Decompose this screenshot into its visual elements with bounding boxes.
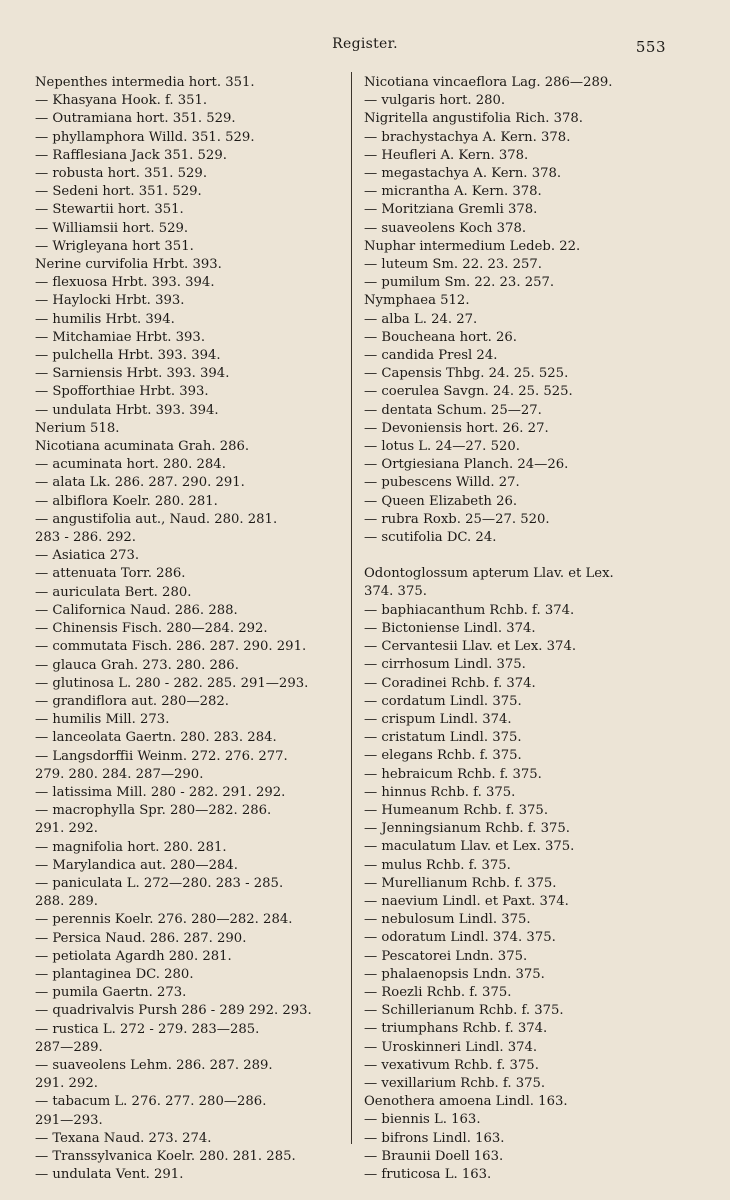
index-entry: — tabacum L. 276. 277. 280—286. [35, 1094, 267, 1110]
index-entry: — vulgaris hort. 280. [364, 93, 506, 109]
index-entry: — alata Lk. 286. 287. 290. 291. [35, 475, 245, 491]
index-entry: — Devoniensis hort. 26. 27. [364, 420, 549, 436]
running-title: Register. [332, 36, 398, 52]
index-entry: — candida Presl 24. [364, 348, 498, 364]
index-entry: — lanceolata Gaertn. 280. 283. 284. [35, 730, 277, 746]
index-entry: — Capensis Thbg. 24. 25. 525. [364, 366, 569, 382]
index-entry: — vexativum Rchb. f. 375. [364, 1057, 539, 1073]
index-entry: — Mitchamiae Hrbt. 393. [35, 329, 206, 345]
index-entry: — robusta hort. 351. 529. [35, 166, 208, 182]
index-entry: — vexillarium Rchb. f. 375. [364, 1075, 546, 1091]
index-entry: — Stewartii hort. 351. [35, 202, 184, 218]
index-entry: Nerium 518. [35, 420, 120, 436]
column-divider [351, 72, 352, 1144]
index-entry: Odontoglossum apterum Llav. et Lex. [364, 566, 614, 582]
index-entry: — brachystachya A. Kern. 378. [364, 129, 571, 145]
index-entry: — Schillerianum Rchb. f. 375. [364, 1003, 564, 1019]
index-entry: — Pescatorei Lndn. 375. [364, 948, 528, 964]
index-entry: Nerine curvifolia Hrbt. 393. [35, 257, 222, 273]
index-entry: — Moritziana Gremli 378. [364, 202, 538, 218]
index-entry: — pumilum Sm. 22. 23. 257. [364, 275, 555, 291]
index-entry: Nicotiana acuminata Grah. 286. [35, 439, 250, 455]
index-entry: 374. 375. [364, 584, 427, 600]
index-entry: — Williamsii hort. 529. [35, 220, 189, 236]
index-entry: Oenothera amoena Lindl. 163. [364, 1094, 568, 1110]
index-entry: — humilis Hrbt. 394. [35, 311, 175, 327]
index-entry: Nepenthes intermedia hort. 351. [35, 75, 255, 90]
index-entry: — commutata Fisch. 286. 287. 290. 291. [35, 639, 307, 655]
index-entry: — suaveolens Koch 378. [364, 220, 527, 236]
index-entry: — Coradinei Rchb. f. 374. [364, 675, 536, 691]
index-entry: — Roezli Rchb. f. 375. [364, 984, 512, 1000]
index-entry: — Braunii Doell 163. [364, 1148, 504, 1164]
index-entry: Nymphaea 512. [364, 293, 470, 309]
index-entry: — nebulosum Lindl. 375. [364, 912, 531, 928]
index-entry: — quadrivalvis Pursh 286 - 289 292. 293. [35, 1003, 312, 1019]
index-entry: — Californica Naud. 286. 288. [35, 602, 238, 618]
index-entry: — Heufleri A. Kern. 378. [364, 147, 529, 163]
index-entry: — Queen Elizabeth 26. [364, 493, 518, 509]
index-entry: — hinnus Rchb. f. 375. [364, 784, 516, 800]
index-entry: 291. 292. [35, 1076, 98, 1092]
index-entry: — Bictoniense Lindl. 374. [364, 620, 536, 636]
index-entry: — cirrhosum Lindl. 375. [364, 657, 526, 673]
index-entry: — glauca Grah. 273. 280. 286. [35, 657, 239, 673]
index-entry: — lotus L. 24—27. 520. [364, 439, 520, 455]
index-entry: — glutinosa L. 280 - 282. 285. 291—293. [35, 675, 309, 691]
index-entry: — Sedeni hort. 351. 529. [35, 184, 202, 200]
page-header [0, 36, 730, 56]
index-entry: — undulata Vent. 291. [35, 1167, 184, 1183]
index-entry: — Ortgiesiana Planch. 24—26. [364, 457, 569, 473]
index-entry: — Transsylvanica Koelr. 280. 281. 285. [35, 1148, 296, 1164]
index-entry: — cordatum Lindl. 375. [364, 693, 522, 709]
index-entry: — humilis Mill. 273. [35, 712, 170, 728]
index-entry: — megastachya A. Kern. 378. [364, 166, 562, 182]
index-entry: — Texana Naud. 273. 274. [35, 1130, 212, 1146]
index-entry: — micrantha A. Kern. 378. [364, 184, 542, 200]
index-entry: — maculatum Llav. et Lex. 375. [364, 839, 575, 855]
index-entry: — Haylocki Hrbt. 393. [35, 293, 185, 309]
index-entry: Nicotiana vincaeflora Lag. 286—289. [364, 75, 613, 90]
index-entry: — Khasyana Hook. f. 351. [35, 93, 208, 109]
index-entry: — latissima Mill. 280 - 282. 291. 292. [35, 784, 286, 800]
index-entry: — Boucheana hort. 26. [364, 329, 517, 345]
index-entry: — phyllamphora Willd. 351. 529. [35, 129, 255, 145]
index-entry: 288. 289. [35, 894, 98, 910]
index-entry: — triumphans Rchb. f. 374. [364, 1021, 548, 1037]
index-entry: 287—289. [35, 1039, 103, 1055]
index-entry: — alba L. 24. 27. [364, 311, 478, 327]
index-entry: — Spofforthiae Hrbt. 393. [35, 384, 209, 400]
index-entry: — mulus Rchb. f. 375. [364, 857, 511, 873]
index-entry: 279. 280. 284. 287—290. [35, 766, 204, 782]
index-column-left [35, 74, 355, 1184]
index-entry: — Outramiana hort. 351. 529. [35, 111, 236, 127]
index-entry: — Asiatica 273. [35, 548, 140, 564]
index-entry: — grandiflora aut. 280—282. [35, 693, 229, 709]
index-entry: — biennis L. 163. [364, 1112, 481, 1128]
index-entry: — naevium Lindl. et Paxt. 374. [364, 893, 569, 909]
index-entry: — auriculata Bert. 280. [35, 584, 192, 600]
index-entry: — angustifolia aut., Naud. 280. 281. [35, 511, 278, 527]
index-entry: — dentata Schum. 25—27. [364, 402, 542, 418]
index-entry: — Murellianum Rchb. f. 375. [364, 875, 557, 891]
index-entry: — pubescens Willd. 27. [364, 475, 520, 491]
index-entry: — suaveolens Lehm. 286. 287. 289. [35, 1057, 273, 1073]
index-entry: — Langsdorffii Weinm. 272. 276. 277. [35, 748, 288, 764]
index-entry: — Jenningsianum Rchb. f. 375. [364, 821, 570, 837]
index-entry: — albiflora Koelr. 280. 281. [35, 493, 218, 509]
index-entry: — fruticosa L. 163. [364, 1166, 492, 1182]
index-entry: — odoratum Lindl. 374. 375. [364, 930, 556, 946]
index-entry: — pumila Gaertn. 273. [35, 985, 187, 1001]
index-entry: Nigritella angustifolia Rich. 378. [364, 111, 583, 127]
index-entry: — magnifolia hort. 280. 281. [35, 839, 227, 855]
index-entry: — hebraicum Rchb. f. 375. [364, 766, 542, 782]
index-entry: — perennis Koelr. 276. 280—282. 284. [35, 912, 293, 928]
index-entry: — Wrigleyana hort 351. [35, 238, 194, 254]
index-entry: — scutifolia DC. 24. [364, 530, 497, 546]
index-entry: — Sarniensis Hrbt. 393. 394. [35, 366, 230, 382]
index-entry: — luteum Sm. 22. 23. 257. [364, 257, 542, 273]
index-entry: — crispum Lindl. 374. [364, 711, 512, 727]
index-entry: — phalaenopsis Lndn. 375. [364, 966, 545, 982]
index-entry: — attenuata Torr. 286. [35, 566, 186, 582]
index-column-right [364, 74, 684, 1184]
index-entry: 291—293. [35, 1112, 103, 1128]
index-entry: — Uroskinneri Lindl. 374. [364, 1039, 538, 1055]
page-number: 553 [635, 38, 666, 56]
index-entry: — rustica L. 272 - 279. 283—285. [35, 1021, 260, 1037]
index-entry: — Persica Naud. 286. 287. 290. [35, 930, 247, 946]
index-entry: — paniculata L. 272—280. 283 - 285. [35, 875, 284, 891]
index-entry: — cristatum Lindl. 375. [364, 730, 522, 746]
index-entry: 291. 292. [35, 821, 98, 837]
index-entry: — Rafflesiana Jack 351. 529. [35, 147, 227, 163]
index-entry: Nuphar intermedium Ledeb. 22. [364, 238, 581, 254]
index-entry: — petiolata Agardh 280. 281. [35, 948, 232, 964]
index-entry: — coerulea Savgn. 24. 25. 525. [364, 384, 573, 400]
index-entry: — elegans Rchb. f. 375. [364, 748, 522, 764]
index-entry: — acuminata hort. 280. 284. [35, 457, 226, 473]
index-entry: — Humeanum Rchb. f. 375. [364, 802, 549, 818]
index-entry: — Chinensis Fisch. 280—284. 292. [35, 621, 268, 637]
index-entry: — undulata Hrbt. 393. 394. [35, 402, 219, 418]
index-entry: — plantaginea DC. 280. [35, 966, 194, 982]
index-entry: — rubra Roxb. 25—27. 520. [364, 511, 550, 527]
index-entry: — macrophylla Spr. 280—282. 286. [35, 803, 272, 819]
index-entry: 283 - 286. 292. [35, 530, 136, 546]
index-entry: — flexuosa Hrbt. 393. 394. [35, 275, 215, 291]
index-entry: — baphiacanthum Rchb. f. 374. [364, 602, 575, 618]
index-entry: — Marylandica aut. 280—284. [35, 857, 238, 873]
index-entry: — Cervantesii Llav. et Lex. 374. [364, 639, 577, 655]
index-entry: — pulchella Hrbt. 393. 394. [35, 348, 221, 364]
index-entry: — bifrons Lindl. 163. [364, 1130, 505, 1146]
